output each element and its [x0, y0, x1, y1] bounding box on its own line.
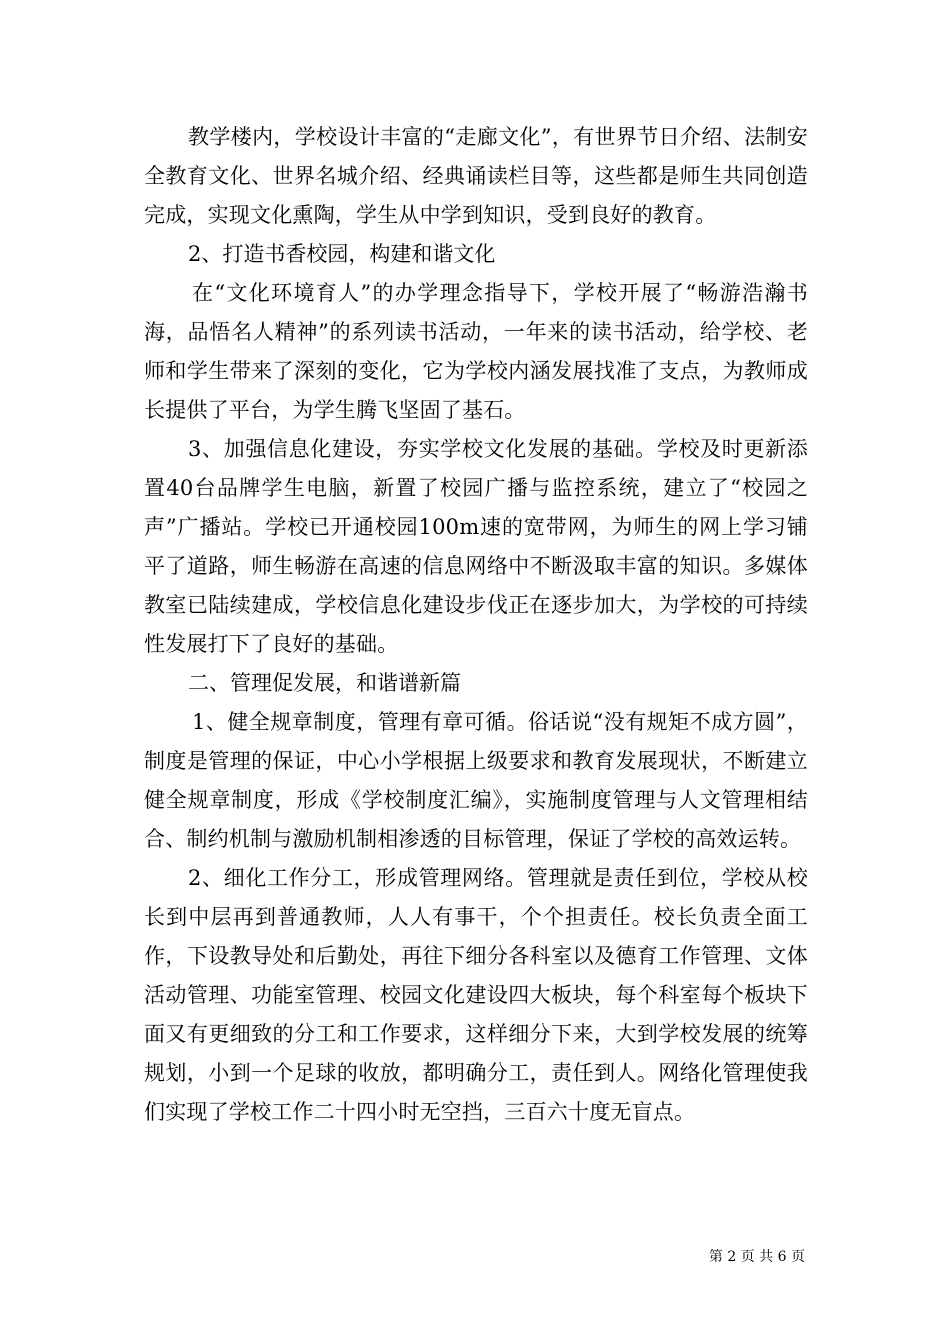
- paragraph-informatization: 3、加强信息化建设，夯实学校文化发展的基础。学校及时更新添置40台品牌学生电脑，新置了校园广播与监控系统，建立了“校园之声”广播站。学校已开通校园100m速的宽带网，为师生的网上学习铺平了道路，师生畅游在高速的信息网络中不断汲取丰富的知识。多媒体教室已陆续建成，学校信息化建设步伐正在逐步加大，为学校的可持续性发展打下了良好的基础。: [144, 437, 808, 656]
- heading-scholarly-campus: 2、打造书香校园，构建和谐文化: [188, 242, 496, 266]
- paragraph-corridor-culture: 教学楼内，学校设计丰富的“走廊文化”，有世界节日介绍、法制安全教育文化、世界名城介绍、经典诵读栏目等，这些都是师生共同创造完成，实现文化熏陶，学生从中学到知识，受到良好的教育。: [144, 125, 808, 227]
- paragraph-rules-regulations: 1、健全规章制度，管理有章可循。俗话说“没有规矩不成方圆”，制度是管理的保证，中心小学根据上级要求和教育发展现状，不断建立健全规章制度，形成《学校制度汇编》，实施制度管理与人文管理相结合、制约机制与激励机制相渗透的目标管理，保证了学校的高效运转。: [144, 710, 808, 851]
- document-body: [144, 118, 808, 1132]
- heading-management-development: 二、管理促发展，和谐谱新篇: [188, 671, 461, 695]
- page-number-footer: 第 2 页 共 6 页: [708, 1249, 805, 1265]
- paragraph-reading-activities: 在“文化环境育人”的办学理念指导下，学校开展了“畅游浩瀚书海，品悟名人精神”的系列读书活动，一年来的读书活动，给学校、老师和学生带来了深刻的变化，它为学校内涵发展找准了支点，为教师成长提供了平台，为学生腾飞坚固了基石。: [144, 281, 808, 422]
- paragraph-work-division: 2、细化工作分工，形成管理网络。管理就是责任到位，学校从校长到中层再到普通教师，人人有事干，个个担责任。校长负责全面工作，下设教导处和后勤处，再往下细分各科室以及德育工作管理、文体活动管理、功能室管理、校园文化建设四大板块，每个科室每个板块下面又有更细致的分工和工作要求，这样细分下来，大到学校发展的统筹规划，小到一个足球的收放，都明确分工，责任到人。网络化管理使我们实现了学校工作二十四小时无空挡，三百六十度无盲点。: [144, 866, 808, 1124]
